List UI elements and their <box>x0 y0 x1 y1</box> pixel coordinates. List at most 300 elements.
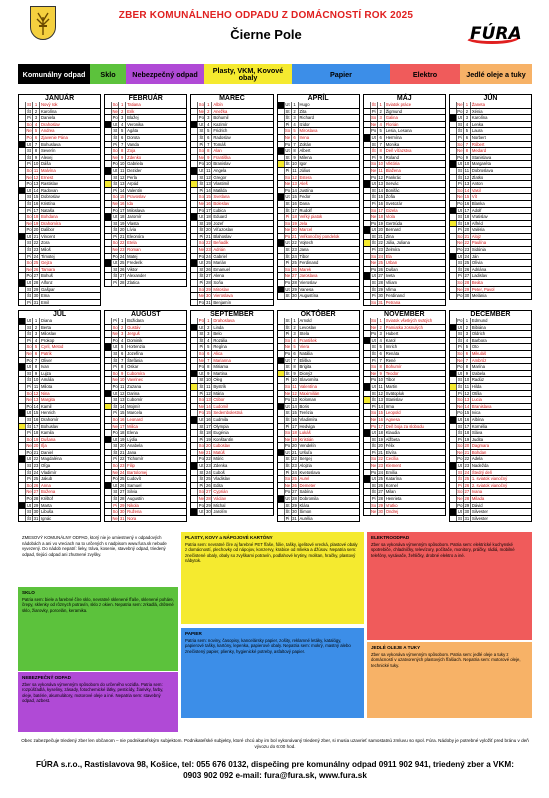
day-number: 8 <box>378 364 385 370</box>
name-day: Alan <box>213 148 222 154</box>
name-day: Monika <box>385 141 400 147</box>
name-day: Víťazoslav <box>213 227 234 233</box>
day-of-week: Ut <box>285 496 290 502</box>
name-day: Peter, Pavol <box>471 286 495 292</box>
day-of-week: Ut <box>26 318 32 323</box>
collection-mark <box>19 260 26 266</box>
day-number: 19 <box>33 436 39 442</box>
day-number: 19 <box>464 436 470 442</box>
day-row <box>363 358 446 365</box>
name-day: Ondrej <box>385 509 399 515</box>
name-day: Eduard <box>213 214 227 220</box>
day-row <box>277 214 360 221</box>
collection-mark <box>105 430 112 436</box>
day-of-week: So <box>284 220 291 226</box>
day-of-week: Ne <box>26 489 32 495</box>
name-day: Richard <box>299 115 314 121</box>
day-row <box>449 168 532 175</box>
day-of-week: So <box>371 207 377 213</box>
collection-mark <box>19 148 26 154</box>
day-row <box>190 391 273 398</box>
name-day: Benjamín <box>213 299 232 305</box>
day-of-week: Po <box>198 456 204 462</box>
name-day: Adela <box>471 456 483 462</box>
day-number: 19 <box>119 220 125 226</box>
day-row <box>18 404 101 411</box>
name-day: Medard <box>471 148 487 154</box>
day-of-week: So <box>284 337 291 343</box>
collection-mark <box>364 325 371 331</box>
collection-mark <box>19 430 26 436</box>
day-of-week: Po <box>457 364 463 370</box>
day-number: 4 <box>33 338 40 344</box>
day-row <box>277 377 360 384</box>
day-row <box>363 148 446 155</box>
name-day: Deň boja za slobodu <box>385 423 424 429</box>
day-number: 25 <box>206 260 211 266</box>
name-day: Eleonóra <box>127 233 144 239</box>
day-of-week: Ne <box>284 482 291 488</box>
collection-mark <box>278 109 285 115</box>
day-of-week: Po <box>112 476 118 482</box>
name-day: Dagmara <box>471 443 490 449</box>
day-row <box>449 483 532 490</box>
day-of-week: Ne <box>198 247 205 253</box>
day-of-week: Po <box>112 115 118 121</box>
day-number: 18 <box>33 430 39 436</box>
day-row <box>449 181 532 188</box>
day-row <box>104 155 187 162</box>
day-number: 30 <box>378 509 384 515</box>
day-row <box>18 430 101 437</box>
day-row <box>449 115 532 122</box>
collection-mark <box>450 240 457 246</box>
day-of-week: Po <box>26 357 32 363</box>
collection-mark <box>191 437 198 443</box>
name-day: Iveta <box>385 273 395 279</box>
collection-mark <box>364 201 371 207</box>
day-of-week: Ne <box>457 194 463 200</box>
day-of-week: So <box>26 260 32 266</box>
collection-mark <box>278 221 285 227</box>
collection-mark <box>278 437 285 443</box>
name-day: Regína <box>213 344 227 350</box>
day-row <box>449 358 532 365</box>
day-number: 15 <box>464 194 470 200</box>
collection-mark <box>278 201 285 207</box>
name-day: Zdenka <box>213 463 228 469</box>
day-number: 19 <box>119 436 125 442</box>
name-day: Božena <box>41 489 56 495</box>
collection-mark <box>450 404 457 410</box>
day-row <box>18 397 101 404</box>
day-of-week: Št <box>285 161 292 167</box>
day-row <box>104 128 187 135</box>
day-number: 12 <box>33 390 39 396</box>
name-day: Soňa <box>213 280 224 286</box>
day-of-week: So <box>284 430 291 436</box>
name-day: Štefánia <box>127 357 143 363</box>
name-day: Miloš <box>41 247 51 253</box>
day-number: 20 <box>33 443 39 449</box>
collection-mark <box>19 214 26 220</box>
day-row <box>277 273 360 280</box>
day-row <box>18 109 101 116</box>
day-number: 10 <box>119 161 125 167</box>
day-number: 7 <box>292 358 299 364</box>
day-of-week: St <box>198 424 205 430</box>
name-day: Kristián <box>299 436 314 442</box>
day-of-week: Ut <box>457 463 462 469</box>
name-day: Oto <box>471 344 479 350</box>
collection-mark <box>191 109 198 115</box>
name-day: Beáta <box>471 280 483 286</box>
day-number: 28 <box>292 496 297 502</box>
name-day: Fridrich <box>213 128 228 134</box>
day-of-week: Pi <box>26 384 33 390</box>
name-day: Anna <box>41 482 51 488</box>
day-of-week: So <box>198 148 204 154</box>
day-of-week: Ne <box>26 174 32 180</box>
day-number: 27 <box>206 489 211 495</box>
collection-mark <box>191 424 198 430</box>
collection-mark <box>19 115 26 121</box>
day-row <box>18 181 101 188</box>
name-day: Tamara <box>41 266 55 272</box>
day-number: 12 <box>378 174 384 180</box>
day-of-week: So <box>371 161 377 167</box>
day-of-week: Po <box>457 410 463 416</box>
collection-mark <box>19 331 26 337</box>
day-number: 23 <box>206 247 211 253</box>
day-row <box>363 325 446 332</box>
day-number: 26 <box>464 266 470 272</box>
day-of-week: Po <box>198 364 204 370</box>
day-number: 9 <box>205 371 212 377</box>
name-day: Kamil <box>41 403 52 409</box>
collection-mark <box>105 188 112 194</box>
collection-mark <box>191 483 198 489</box>
day-of-week: Po <box>26 496 32 502</box>
day-of-week: Ne <box>26 443 32 449</box>
day-number: 2 <box>33 325 40 331</box>
collection-mark <box>278 430 285 436</box>
day-of-week: Pi <box>457 227 464 233</box>
name-day: Ľubica <box>213 207 226 213</box>
day-row <box>190 424 273 431</box>
collection-mark <box>450 214 457 220</box>
name-day: Ľudomil <box>213 403 229 409</box>
day-number: 21 <box>206 233 211 239</box>
day-number: 8 <box>205 148 212 154</box>
collection-mark <box>278 338 285 344</box>
collection-mark <box>105 384 112 390</box>
day-number: 28 <box>33 496 39 502</box>
day-row <box>190 135 273 142</box>
name-day: Ľubomíra <box>127 370 145 376</box>
day-row <box>18 293 101 300</box>
day-row <box>449 325 532 332</box>
day-number: 15 <box>206 194 211 200</box>
collection-mark <box>191 456 198 462</box>
collection-mark <box>278 227 285 233</box>
day-of-week: Ne <box>26 128 32 134</box>
day-of-week: Po <box>371 266 377 272</box>
day-number: 6 <box>464 135 471 141</box>
name-day: Hortenzia <box>127 344 146 350</box>
day-of-week: Št <box>112 273 119 279</box>
day-number: 18 <box>378 430 384 436</box>
collection-mark <box>278 470 285 476</box>
collection-mark <box>278 142 285 148</box>
day-number: 16 <box>206 416 211 422</box>
day-number: 18 <box>206 430 211 436</box>
collection-mark <box>191 364 198 370</box>
collection-mark <box>450 194 457 200</box>
day-row <box>18 194 101 201</box>
collection-mark <box>450 260 457 266</box>
collection-mark <box>105 194 112 200</box>
name-day: Drahoslava <box>213 318 235 323</box>
name-day: Ela <box>385 253 392 259</box>
day-number: 31 <box>292 515 297 521</box>
day-row <box>277 267 360 274</box>
month-name: JÚL <box>18 310 101 318</box>
day-of-week: Št <box>371 240 378 246</box>
day-number: 13 <box>292 397 297 403</box>
day-row <box>104 450 187 457</box>
day-number: 9 <box>33 371 40 377</box>
day-row <box>18 287 101 294</box>
collection-mark <box>19 247 26 253</box>
collection-mark <box>278 391 285 397</box>
day-of-week: Ut <box>285 148 290 154</box>
collection-mark <box>105 267 112 273</box>
day-number: 30 <box>464 293 470 299</box>
collection-mark <box>191 115 198 121</box>
day-row <box>190 338 273 345</box>
day-row <box>449 417 532 424</box>
collection-mark <box>450 496 457 502</box>
day-number: 16 <box>464 416 470 422</box>
day-of-week: Po <box>457 293 463 299</box>
day-row <box>190 443 273 450</box>
day-number: 12 <box>206 174 211 180</box>
day-row <box>449 128 532 135</box>
day-row <box>277 371 360 378</box>
day-row <box>449 221 532 228</box>
day-row <box>104 437 187 444</box>
collection-mark <box>191 240 198 246</box>
collection-mark <box>191 318 198 324</box>
collection-mark <box>364 260 371 266</box>
day-of-week: Ne <box>284 181 291 187</box>
name-day: Sviatok všetkých svätých <box>385 318 433 323</box>
day-row <box>104 115 187 122</box>
day-row <box>363 234 446 241</box>
collection-mark <box>19 234 26 240</box>
collection-mark <box>364 318 371 324</box>
collection-mark <box>19 463 26 469</box>
day-of-week: Ne <box>112 108 118 114</box>
info-paper-text: Patria sem: noviny, časopisy, kancelársky papier, zošity, reklamné letáky, katalógy, papierové tašky, kartóny, lepenka, papierové obaly. Nepatria sem: mokrý, mastný alebo znečistený papier, plienky, hygienické potreby, asfaltový papier. <box>185 637 351 654</box>
name-day: Barbora <box>471 337 487 343</box>
day-row <box>104 384 187 391</box>
day-row <box>449 443 532 450</box>
collection-mark <box>364 470 371 476</box>
day-number: 25 <box>119 476 125 482</box>
day-row <box>18 267 101 274</box>
day-number: 23 <box>292 247 297 253</box>
collection-mark <box>105 128 112 134</box>
day-number: 6 <box>464 351 471 357</box>
day-row <box>18 148 101 155</box>
day-number: 6 <box>205 351 212 357</box>
name-day: Melánia <box>471 293 487 299</box>
day-of-week: Pi <box>457 437 464 443</box>
collection-mark <box>278 287 285 293</box>
name-day: Justína <box>299 187 314 193</box>
day-of-week: Ne <box>284 344 291 350</box>
day-row <box>104 142 187 149</box>
day-row <box>277 331 360 338</box>
collection-mark <box>105 175 112 181</box>
month-column <box>363 310 446 522</box>
month-name: MAREC <box>190 94 273 102</box>
day-number: 5 <box>292 128 299 134</box>
collection-mark <box>19 364 26 370</box>
collection-mark <box>105 516 112 522</box>
day-row <box>277 194 360 201</box>
day-row <box>363 175 446 182</box>
collection-mark <box>364 364 371 370</box>
day-of-week: St <box>112 397 119 403</box>
name-day: Izabela <box>471 370 486 376</box>
day-row <box>363 128 446 135</box>
collection-mark <box>105 161 112 167</box>
name-day: Dominik <box>127 337 143 343</box>
day-number: 3 <box>205 115 212 121</box>
collection-mark <box>105 280 112 286</box>
day-row <box>18 240 101 247</box>
name-day: Zdenko <box>127 154 142 160</box>
day-of-week: So <box>112 240 118 246</box>
day-row <box>190 201 273 208</box>
name-day: Vavrinec <box>127 377 144 383</box>
name-day: Miroslav <box>213 286 229 292</box>
collection-mark <box>191 371 198 377</box>
name-day: Alžbeta <box>385 436 400 442</box>
collection-mark <box>364 404 371 410</box>
name-day: Bohuslava <box>41 141 61 147</box>
day-of-week: Pi <box>285 424 292 430</box>
name-day: Xénia <box>471 108 483 114</box>
day-number: 28 <box>292 280 297 286</box>
day-of-week: Ne <box>112 423 118 429</box>
day-number: 10 <box>464 161 470 167</box>
collection-mark <box>191 227 198 233</box>
day-of-week: Pi <box>285 377 292 383</box>
collection-mark <box>191 214 198 220</box>
day-row <box>449 208 532 215</box>
day-of-week: Po <box>371 174 377 180</box>
day-of-week: Ne <box>457 240 463 246</box>
name-day: Diana <box>41 318 52 323</box>
name-day: Kamila <box>41 430 54 436</box>
day-row <box>449 260 532 267</box>
collection-mark <box>278 456 285 462</box>
name-day: Viktória <box>385 161 400 167</box>
collection-mark <box>364 188 371 194</box>
day-number: 14 <box>464 403 470 409</box>
name-day: Marcela <box>127 410 143 416</box>
day-number: 19 <box>292 220 297 226</box>
name-day: Amália <box>41 377 54 383</box>
day-row <box>363 115 446 122</box>
collection-mark <box>191 450 198 456</box>
day-of-week: Po <box>284 233 291 239</box>
collection-mark <box>191 338 198 344</box>
name-day: Alexej <box>41 154 53 160</box>
collection-mark <box>364 254 371 260</box>
day-number: 16 <box>33 200 39 206</box>
collection-mark <box>450 142 457 148</box>
collection-mark <box>105 338 112 344</box>
day-number: 15 <box>206 410 211 416</box>
collection-mark <box>19 287 26 293</box>
name-day: Bibiána <box>471 324 486 330</box>
day-row <box>190 260 273 267</box>
collection-mark <box>364 437 371 443</box>
day-row <box>449 470 532 477</box>
name-day: Blažej <box>127 115 139 121</box>
day-number: 6 <box>292 135 299 141</box>
collection-mark <box>105 240 112 246</box>
day-of-week: Po <box>457 456 463 462</box>
day-number: 28 <box>119 496 125 502</box>
day-number: 11 <box>119 167 125 173</box>
collection-mark <box>278 397 285 403</box>
name-day: Timotej <box>41 253 55 259</box>
day-number: 27 <box>33 489 39 495</box>
name-day: Fedor <box>299 194 311 200</box>
day-of-week: Po <box>112 253 118 259</box>
day-number: 26 <box>206 266 211 272</box>
collection-mark <box>364 135 371 141</box>
day-of-week: Ne <box>457 403 463 409</box>
name-day: Zoja <box>127 148 136 154</box>
day-of-week: Ut <box>371 430 376 436</box>
collection-mark <box>19 168 26 174</box>
collection-mark <box>278 155 285 161</box>
day-of-week: St <box>371 142 378 148</box>
day-number: 8 <box>464 364 471 370</box>
day-row <box>104 410 187 417</box>
day-of-week: Št <box>371 102 378 108</box>
day-number: 3 <box>119 331 126 337</box>
name-day: Rozália <box>213 337 228 343</box>
name-day: Zita <box>299 108 307 114</box>
name-day: Uršuľa <box>299 449 312 455</box>
day-row <box>363 456 446 463</box>
day-of-week: So <box>112 370 118 376</box>
day-number: 6 <box>119 351 126 357</box>
collection-mark <box>278 194 285 200</box>
day-row <box>449 456 532 463</box>
day-number: 11 <box>206 167 211 173</box>
day-of-week: Po <box>26 134 32 140</box>
day-row <box>363 391 446 398</box>
